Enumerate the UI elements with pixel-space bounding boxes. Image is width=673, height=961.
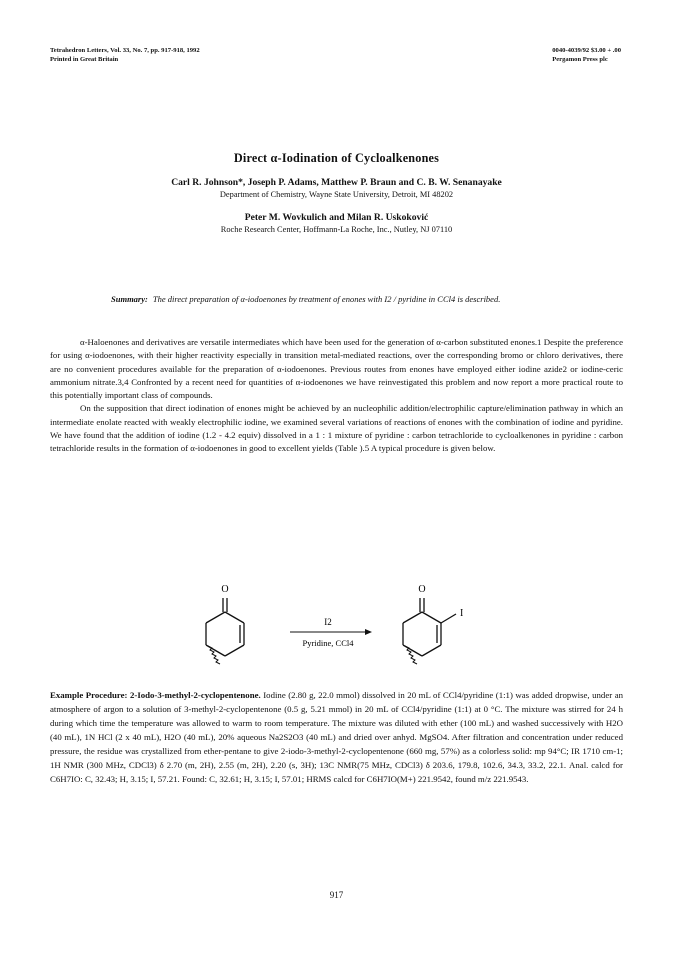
body-paragraph-1: α-Haloenones and derivatives are versatile intermediates which have been used for the generation of α-carbon substituted enones.1 Despite the preference for using α-iodoenones, with their higher reactivity especially in transition metal-mediated reactions, over the corresponding bromo or chloro derivatives, there are no convenient procedures available for the preparation of α-iodoenones. Previous routes from enones have employed either iodine azide2 or iodine-ceric ammonium nitrate.3,4 Confronted by a recent need for quantities of α-iodoenones we have reinvestigated this problem and now report a more practical route to this potentially important class of compounds.: [50, 337, 623, 401]
summary-text: The direct preparation of α-iodoenones by treatment of enones with I2 / pyridine in CCl4 is described.: [152, 294, 501, 304]
page-number: 917: [329, 890, 344, 900]
article-title: Direct α-Iodination of Cycloalkenones: [233, 151, 440, 165]
affiliation-1: Department of Chemistry, Wayne State University, Detroit, MI 48202: [219, 190, 454, 199]
journal-citation: Tetrahedron Letters, Vol. 33, No. 7, pp. 917-918, 1992: [50, 47, 200, 54]
summary-block: [111, 294, 581, 305]
example-procedure: [50, 688, 623, 786]
product-oxygen-label: O: [418, 584, 426, 595]
product-iodoenone: [403, 598, 456, 664]
example-procedure-heading: Example Procedure: 2-Iodo-3-methyl-2-cyclopentenone.: [50, 690, 261, 700]
issn-price: 0040-4039/92 $3.00 + .00: [552, 47, 621, 54]
journal-header-left: [50, 47, 200, 64]
reactant-cycloalkenone: [206, 598, 244, 664]
printed-location: Printed in Great Britain: [50, 55, 119, 63]
affiliation-2: Roche Research Center, Hoffmann-La Roche, Inc., Nutley, NJ 07110: [220, 225, 453, 234]
reaction-arrow: [290, 629, 372, 635]
reactant-oxygen-label: O: [221, 584, 229, 595]
reaction-scheme: [160, 572, 510, 672]
author-list-1: Carl R. Johnson*, Joseph P. Adams, Matthew P. Braun and C. B. W. Senanayake: [171, 177, 502, 188]
summary-label: Summary:: [111, 294, 148, 304]
reagent-solvent: Pyridine, CCl4: [302, 638, 354, 648]
journal-header-right: [552, 47, 621, 64]
author-list-2: Peter M. Wovkulich and Milan R. Uskoković: [244, 212, 429, 223]
publisher: Pergamon Press plc: [552, 55, 608, 63]
body-paragraph-2: On the supposition that direct iodination of enones might be achieved by an nucleophilic addition/electrophilic capture/elimination pathway in which an intermediate enolate reacted with weakly electrophilic iodine, we examined several variations of reactions of enones with the combination of iodine and pyridine. We have found that the addition of iodine (1.2 - 4.2 equiv) dissolved in a 1 : 1 mixture of pyridine : carbon tetrachloride to cycloalkenones in pyridine : carbon tetrachloride results in the formation of α-iodoenones in good to excellent yields (Table ).5 A typical procedure is given below.: [50, 403, 623, 454]
body-text: [50, 336, 623, 456]
example-procedure-text: Iodine (2.80 g, 22.0 mmol) dissolved in 20 mL of CCl4/pyridine (1:1) was added dropwise, under an atmosphere of argon to a solution of 3-methyl-2-cyclopentenone (0.5 g, 5.21 mmol) in 20 mL of CCl4/pyridine (1:1) at 0 °C. The mixture was stirred for 24 h during which time the temperature was allowed to warm to room temperature. The mixture was diluted with ether (100 mL) and washed successively with H2O (40 mL), 1N HCl (2 x 40 mL), H2O (40 mL), 20% aqueous Na2S2O3 (40 mL) and dried over anhyd. MgSO4. After filtration and concentration under reduced pressure, the residue was crystallized from ether-pentane to give 2-iodo-3-methyl-2-cyclopentenone (660 mg, 57%) as a colorless solid: mp 94°C; IR 1710 cm-1; 1H NMR (300 MHz, CDCl3) δ 2.70 (m, 2H), 2.55 (m, 2H), 2.20 (s, 3H); 13C NMR(75 MHz, CDCl3) δ 203.6, 179.8, 102.6, 34.3, 33.2, 22.1. Anal. calcd for C6H7IO: C, 32.43; H, 3.15; I, 57.21. Found: C, 32.61; H, 3.15; I, 57.01; HRMS calcd for C6H7IO(M+) 221.9542, found m/z 221.9543.: [50, 690, 623, 784]
reagent-iodine: I2: [324, 617, 332, 627]
product-iodine-label: I: [460, 608, 464, 619]
